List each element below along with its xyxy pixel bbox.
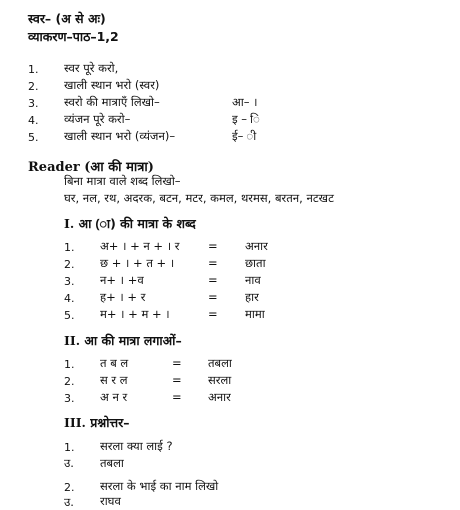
result-word: छाता [245, 256, 266, 270]
row-number: 3. [64, 275, 75, 288]
task-text: स्वर पूरे करो, [64, 61, 119, 75]
equals-sign: = [208, 307, 218, 321]
task-number: 5. [28, 131, 39, 144]
letter-parts: छ + । + त + । [100, 256, 175, 270]
task-text: खाली स्थान भरो (व्यंजन)– [64, 129, 176, 143]
task-number: 2. [28, 80, 39, 93]
question-text: सरला के भाई का नाम लिखो [100, 479, 219, 493]
section-roman-numeral: III. [64, 415, 86, 430]
letter-parts: ह+ । + र [100, 290, 146, 304]
row-number: 3. [64, 392, 75, 405]
task-answer: इ – ि [232, 112, 260, 126]
section-title: आ (ा) की मात्रा के शब्द [78, 216, 196, 231]
result-word: हार [245, 290, 259, 304]
equals-sign: = [208, 273, 218, 287]
reader-heading: Reader (आ की मात्रा) [28, 160, 154, 175]
section-title: आ की मात्रा लगाओं– [84, 333, 182, 348]
result-word: अनार [245, 239, 268, 253]
reader-word-list: घर, नल, रथ, अदरक, बटन, मटर, कमल, थरमस, बरतन, नटखट [64, 191, 334, 205]
section-heading-1 [64, 215, 196, 232]
answer-label: उ. [64, 495, 74, 509]
task-number: 4. [28, 114, 39, 127]
task-text: स्वरो की मात्राएँ लिखो– [64, 95, 160, 109]
page-subtitle: व्याकरण–पाठ–1,2 [28, 29, 119, 44]
result-word: सरला [208, 373, 232, 387]
section-heading-3 [64, 414, 129, 431]
equals-sign: = [208, 239, 218, 253]
task-number: 3. [28, 97, 39, 110]
letter-parts: अ+ । + न + । र [100, 239, 180, 253]
equals-sign: = [172, 373, 182, 387]
result-word: तबला [208, 356, 232, 370]
reader-instruction: बिना मात्रा वाले शब्द लिखो– [64, 174, 181, 188]
row-number: 1. [64, 358, 75, 371]
question-text: सरला क्या लाई ? [100, 439, 173, 453]
task-answer: आ– । [232, 95, 258, 109]
section-heading-2 [64, 332, 182, 349]
section-roman-numeral: I. [64, 216, 75, 231]
letter-parts: म+ । + म + । [100, 307, 170, 321]
task-text: व्यंजन पूरे करो– [64, 112, 131, 126]
row-number: 5. [64, 309, 75, 322]
question-number: 1. [64, 441, 75, 454]
row-number: 4. [64, 292, 75, 305]
section-title: प्रश्नोत्तर– [90, 415, 130, 430]
row-number: 2. [64, 258, 75, 271]
row-number: 1. [64, 241, 75, 254]
result-word: मामा [245, 307, 265, 321]
result-word: अनार [208, 390, 231, 404]
letter-parts: त ब ल [100, 356, 129, 370]
answer-label: उ. [64, 456, 74, 470]
page-title: स्वर– (अ से अः) [28, 11, 106, 26]
task-answer: ई– ी [232, 129, 257, 143]
equals-sign: = [172, 356, 182, 370]
answer-text: राघव [100, 494, 121, 508]
row-number: 2. [64, 375, 75, 388]
task-number: 1. [28, 63, 39, 76]
result-word: नाव [245, 273, 261, 287]
letter-parts: अ न र [100, 390, 128, 404]
answer-text: तबला [100, 456, 124, 470]
equals-sign: = [172, 390, 182, 404]
letter-parts: स र ल [100, 373, 128, 387]
section-roman-numeral: II. [64, 333, 81, 348]
question-number: 2. [64, 481, 75, 494]
equals-sign: = [208, 290, 218, 304]
task-text: खाली स्थान भरो (स्वर) [64, 78, 160, 92]
letter-parts: न+ । +व [100, 273, 144, 287]
equals-sign: = [208, 256, 218, 270]
